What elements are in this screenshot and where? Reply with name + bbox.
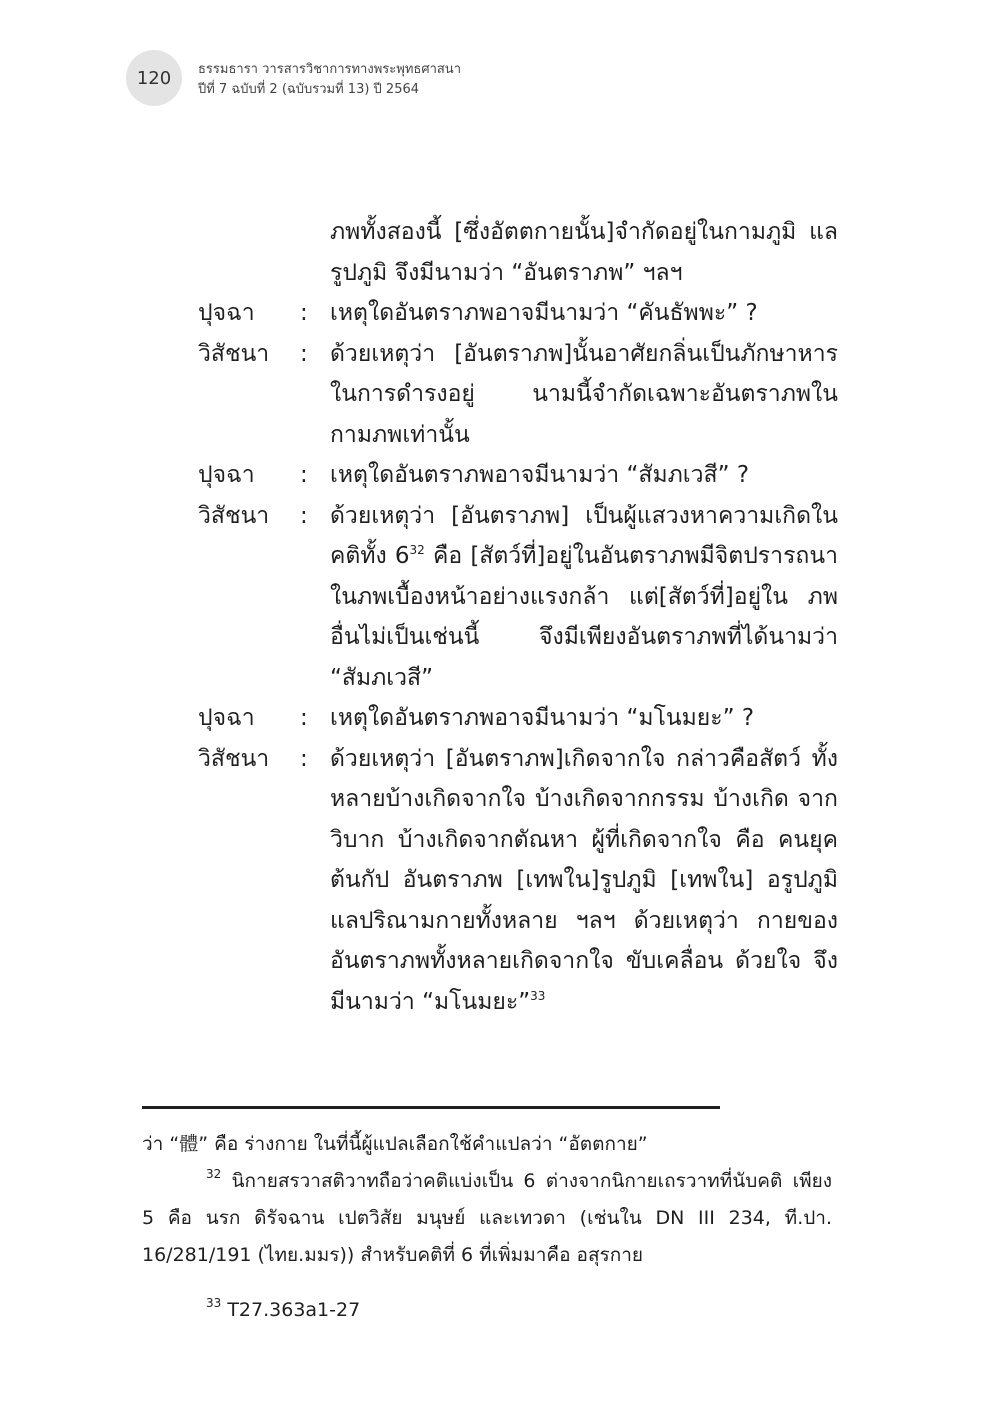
main-text — [198, 212, 838, 1022]
dialogue-text: ด้วยเหตุว่า [อันตราภพ]เกิดจากใจ กล่าวคือสัตว์ ทั้งหลายบ้างเกิดจากใจ บ้างเกิดจากกรรม บ้างเกิด จากวิบาก บ้างเกิดจากตัณหา ผู้ที่เกิดจากใจ คือ คนยุคต้นกัป อันตราภพ [เทพใน]รูปภูมิ [เทพใน] อรูปภูมิ แลปริณามกายทั้งหลาย ฯลฯ ด้วยเหตุว่า กายของอันตราภพทั้งหลายเกิดจากใจ ขับเคลื่อน ด้วยใจ จึงมีนามว่า “มโนมยะ”$^{33}$ — [330, 745, 838, 1015]
speaker-label: วิสัชนา — [198, 745, 270, 772]
page-number-badge — [126, 50, 182, 106]
footnote-mark-32: 32 — [206, 1167, 222, 1181]
continuation-paragraph: ภพทั้งสองนี้ [ซึ่งอัตตกายนั้น]จำกัดอยู่ในกามภูมิ แลรูปภูมิ จึงมีนามว่า “อันตราภพ” ฯลฯ — [330, 219, 838, 286]
speaker-label: ปุจฉา — [198, 300, 255, 326]
dialogue-row — [198, 496, 838, 699]
page-number: 120 — [136, 67, 172, 89]
dialogue-text: เหตุใดอันตราภพอาจมีนามว่า “คันธัพพะ” ? — [330, 300, 758, 326]
colon: : — [300, 462, 308, 488]
footnote-separator — [142, 1106, 720, 1109]
speaker-label: ปุจฉา — [198, 462, 255, 488]
running-header — [198, 60, 461, 100]
colon: : — [300, 502, 308, 529]
speaker-label: ปุจฉา — [198, 705, 255, 731]
dialogue-text: ด้วยเหตุว่า [อันตราภพ]นั้นอาศัยกลิ่นเป็นภักษาหาร ในการดำรงอยู่ นามนี้จำกัดเฉพาะอันตราภพใน กามภพเท่านั้น — [330, 340, 838, 448]
journal-title: ธรรมธารา วารสารวิชาการทางพระพุทธศาสนา — [198, 62, 461, 77]
dialogue-text: เหตุใดอันตราภพอาจมีนามว่า “มโนมยะ” ? — [330, 705, 755, 731]
footnote-ref-33[interactable]: 33 — [530, 988, 546, 1003]
issue-line: ปีที่ 7 ฉบับที่ 2 (ฉบับรวมที่ 13) ปี 2564 — [198, 82, 420, 97]
speaker-label: วิสัชนา — [198, 340, 270, 367]
footnote-33: $^{33}$ T27.363a1-27 — [206, 1296, 361, 1321]
footnote-ref-32[interactable]: 32 — [409, 543, 425, 557]
dialogue-text: ด้วยเหตุว่า [อันตราภพ] เป็นผู้แสวงหาความเกิดใน คติทั้ง $6^{32}$ คือ [สัตว์ที่]อยู่ในอันตราภพมีจิตปรารถนา ในภพเบื้องหน้าอย่างแรงกล้า แต่[สัตว์ที่]อยู่ใน ภพอื่นไม่เป็นเช่นนี้ จึงมีเพียงอันตราภพที่ได้นามว่า “สัมภเวสี” — [330, 502, 838, 691]
colon: : — [300, 300, 308, 326]
colon: : — [300, 705, 308, 731]
dialogue-row — [198, 739, 838, 1023]
dialogue-row — [198, 334, 838, 456]
dialogue-row — [198, 455, 838, 496]
colon: : — [300, 340, 308, 367]
dialogue-row — [198, 698, 838, 739]
speaker-label: วิสัชนา — [198, 502, 270, 529]
footnote-continued: ว่า “體” คือ ร่างกาย ในที่นี้ผู้แปลเลือกใช้คำแปลว่า “อัตตกาย” — [142, 1133, 648, 1155]
dialogue-row — [198, 293, 838, 334]
footnote-mark-33: 33 — [206, 1296, 222, 1310]
dialogue-text: เหตุใดอันตราภพอาจมีนามว่า “สัมภเวสี” ? — [330, 462, 750, 488]
colon: : — [300, 745, 308, 772]
footnote-32: $^{32}$ นิกายสรวาสติวาทถือว่าคติแบ่งเป็น 6 ต่างจากนิกายเถรวาทที่นับคติ เพียง 5 คือ นรก ดิรัจฉาน เปตวิสัย มนุษย์ และเทวดา (เช่นใน DN III 234, ที.ปา. 16/281/191 (ไทย.มมร)) สำหรับคติที่ 6 ที่เพิ่มมาคือ อสุรกาย — [142, 1167, 832, 1266]
footnotes — [142, 1126, 832, 1329]
